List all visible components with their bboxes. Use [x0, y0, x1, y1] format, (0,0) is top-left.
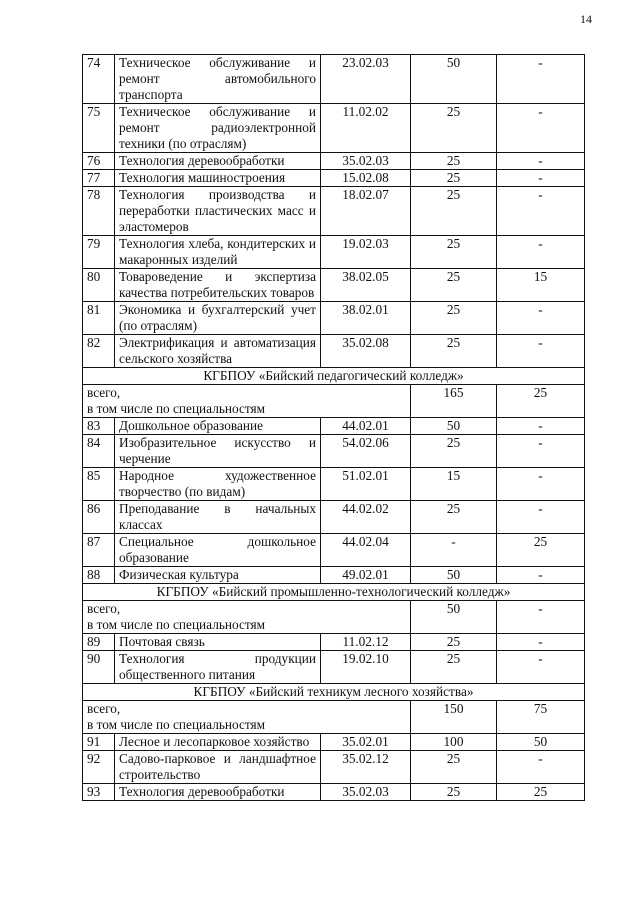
section-title: КГБПОУ «Бийский промышленно-технологический колледж»: [83, 584, 585, 601]
value-column-b: -: [497, 236, 585, 269]
specialty-code: 44.02.04: [321, 534, 411, 567]
total-row: [83, 601, 585, 634]
specialty-name: Преподавание в начальных классах: [115, 501, 321, 534]
value-column-a: 15: [411, 468, 497, 501]
value-column-b: -: [497, 335, 585, 368]
specialty-name: Экономика и бухгалтерский учет (по отраслям): [115, 302, 321, 335]
specialty-name: Технология деревообработки: [115, 153, 321, 170]
specialty-name: Технология деревообработки: [115, 784, 321, 801]
specialty-name: Электрификация и автоматизация сельского хозяйства: [115, 335, 321, 368]
value-column-b: -: [497, 55, 585, 104]
specialty-name: Техническое обслуживание и ремонт автомобильного транспорта: [115, 55, 321, 104]
total-label: [83, 701, 411, 734]
specialty-code: 35.02.08: [321, 335, 411, 368]
row-number: 76: [83, 153, 115, 170]
table-row: [83, 501, 585, 534]
value-column-b: -: [497, 435, 585, 468]
specialty-code: 35.02.03: [321, 784, 411, 801]
specialty-name: Физическая культура: [115, 567, 321, 584]
value-column-b: -: [497, 153, 585, 170]
value-column-b: -: [497, 418, 585, 435]
specialty-code: 18.02.07: [321, 187, 411, 236]
specialty-code: 51.02.01: [321, 468, 411, 501]
specialty-name: Технология машиностроения: [115, 170, 321, 187]
total-label: [83, 385, 411, 418]
specialty-code: 38.02.05: [321, 269, 411, 302]
value-column-a: 25: [411, 435, 497, 468]
value-column-b: -: [497, 651, 585, 684]
value-column-a: 25: [411, 784, 497, 801]
specialty-code: 44.02.02: [321, 501, 411, 534]
value-column-a: 25: [411, 501, 497, 534]
specialty-code: 35.02.01: [321, 734, 411, 751]
total-label-line-1: всего,: [87, 701, 121, 716]
total-value-column-a: 50: [411, 601, 497, 634]
value-column-b: 50: [497, 734, 585, 751]
value-column-a: 25: [411, 335, 497, 368]
table-row: [83, 468, 585, 501]
row-number: 79: [83, 236, 115, 269]
total-row: [83, 385, 585, 418]
total-label: [83, 601, 411, 634]
specialty-name: Дошкольное образование: [115, 418, 321, 435]
table-row: [83, 55, 585, 104]
value-column-b: 25: [497, 534, 585, 567]
specialty-code: 11.02.02: [321, 104, 411, 153]
specialty-name: Лесное и лесопарковое хозяйство: [115, 734, 321, 751]
table-row: [83, 418, 585, 435]
specialty-code: 54.02.06: [321, 435, 411, 468]
value-column-b: -: [497, 501, 585, 534]
total-value-column-b: -: [497, 601, 585, 634]
row-number: 92: [83, 751, 115, 784]
specialty-name: Почтовая связь: [115, 634, 321, 651]
value-column-a: 25: [411, 170, 497, 187]
specialty-code: 44.02.01: [321, 418, 411, 435]
table-row: [83, 187, 585, 236]
row-number: 82: [83, 335, 115, 368]
table-row: [83, 335, 585, 368]
specialty-code: 38.02.01: [321, 302, 411, 335]
specialty-name: Технология производства и переработки пластических масс и эластомеров: [115, 187, 321, 236]
row-number: 81: [83, 302, 115, 335]
value-column-a: 25: [411, 104, 497, 153]
table-row: [83, 435, 585, 468]
section-header-row: [83, 684, 585, 701]
total-label-line-2: в том числе по специальностям: [87, 717, 266, 732]
section-header-row: [83, 584, 585, 601]
table-row: [83, 104, 585, 153]
table-row: [83, 734, 585, 751]
value-column-a: 25: [411, 751, 497, 784]
section-title: КГБПОУ «Бийский педагогический колледж»: [83, 368, 585, 385]
specialty-name: Технология хлеба, кондитерских и макаронных изделий: [115, 236, 321, 269]
table-row: [83, 751, 585, 784]
value-column-a: 100: [411, 734, 497, 751]
value-column-b: -: [497, 302, 585, 335]
row-number: 91: [83, 734, 115, 751]
section-title: КГБПОУ «Бийский техникум лесного хозяйства»: [83, 684, 585, 701]
specialty-name: Народное художественное творчество (по видам): [115, 468, 321, 501]
specialty-code: 11.02.12: [321, 634, 411, 651]
specialty-name: Садово-парковое и ландшафтное строительство: [115, 751, 321, 784]
total-label-line-1: всего,: [87, 601, 121, 616]
table-row: [83, 534, 585, 567]
row-number: 80: [83, 269, 115, 302]
value-column-a: 25: [411, 302, 497, 335]
total-row: [83, 701, 585, 734]
value-column-a: 25: [411, 269, 497, 302]
value-column-b: 15: [497, 269, 585, 302]
page-number: 14: [580, 12, 592, 26]
total-label-line-2: в том числе по специальностям: [87, 617, 266, 632]
row-number: 87: [83, 534, 115, 567]
row-number: 77: [83, 170, 115, 187]
value-column-a: 25: [411, 153, 497, 170]
value-column-b: -: [497, 634, 585, 651]
specialty-code: 19.02.03: [321, 236, 411, 269]
row-number: 86: [83, 501, 115, 534]
specialty-code: 19.02.10: [321, 651, 411, 684]
value-column-a: 25: [411, 634, 497, 651]
value-column-a: 25: [411, 187, 497, 236]
total-value-column-a: 165: [411, 385, 497, 418]
value-column-a: 50: [411, 55, 497, 104]
table-row: [83, 634, 585, 651]
total-label-line-1: всего,: [87, 385, 121, 400]
value-column-a: 25: [411, 236, 497, 269]
row-number: 88: [83, 567, 115, 584]
value-column-a: 25: [411, 651, 497, 684]
specialty-name: Техническое обслуживание и ремонт радиоэлектронной техники (по отраслям): [115, 104, 321, 153]
specialty-code: 15.02.08: [321, 170, 411, 187]
table-row: [83, 170, 585, 187]
table-row: [83, 567, 585, 584]
specialty-name: Товароведение и экспертиза качества потребительских товаров: [115, 269, 321, 302]
table-row: [83, 153, 585, 170]
row-number: 74: [83, 55, 115, 104]
value-column-b: -: [497, 170, 585, 187]
total-value-column-b: 75: [497, 701, 585, 734]
specialty-code: 35.02.03: [321, 153, 411, 170]
row-number: 85: [83, 468, 115, 501]
specialty-code: 49.02.01: [321, 567, 411, 584]
specialty-name: Изобразительное искусство и черчение: [115, 435, 321, 468]
value-column-a: 50: [411, 567, 497, 584]
row-number: 93: [83, 784, 115, 801]
value-column-b: -: [497, 567, 585, 584]
table-row: [83, 302, 585, 335]
total-label-line-2: в том числе по специальностям: [87, 401, 266, 416]
value-column-b: -: [497, 187, 585, 236]
specialty-name: Технология продукции общественного питания: [115, 651, 321, 684]
table-row: [83, 651, 585, 684]
row-number: 90: [83, 651, 115, 684]
row-number: 89: [83, 634, 115, 651]
value-column-a: -: [411, 534, 497, 567]
value-column-b: -: [497, 751, 585, 784]
value-column-b: 25: [497, 784, 585, 801]
specialty-code: 23.02.03: [321, 55, 411, 104]
specialty-code: 35.02.12: [321, 751, 411, 784]
total-value-column-a: 150: [411, 701, 497, 734]
row-number: 78: [83, 187, 115, 236]
row-number: 75: [83, 104, 115, 153]
table-body: [83, 55, 585, 801]
row-number: 83: [83, 418, 115, 435]
table-row: [83, 784, 585, 801]
specialty-name: Специальное дошкольное образование: [115, 534, 321, 567]
row-number: 84: [83, 435, 115, 468]
value-column-b: -: [497, 104, 585, 153]
table-row: [83, 269, 585, 302]
total-value-column-b: 25: [497, 385, 585, 418]
value-column-a: 50: [411, 418, 497, 435]
value-column-b: -: [497, 468, 585, 501]
section-header-row: [83, 368, 585, 385]
specialties-table: [82, 54, 585, 801]
table-row: [83, 236, 585, 269]
